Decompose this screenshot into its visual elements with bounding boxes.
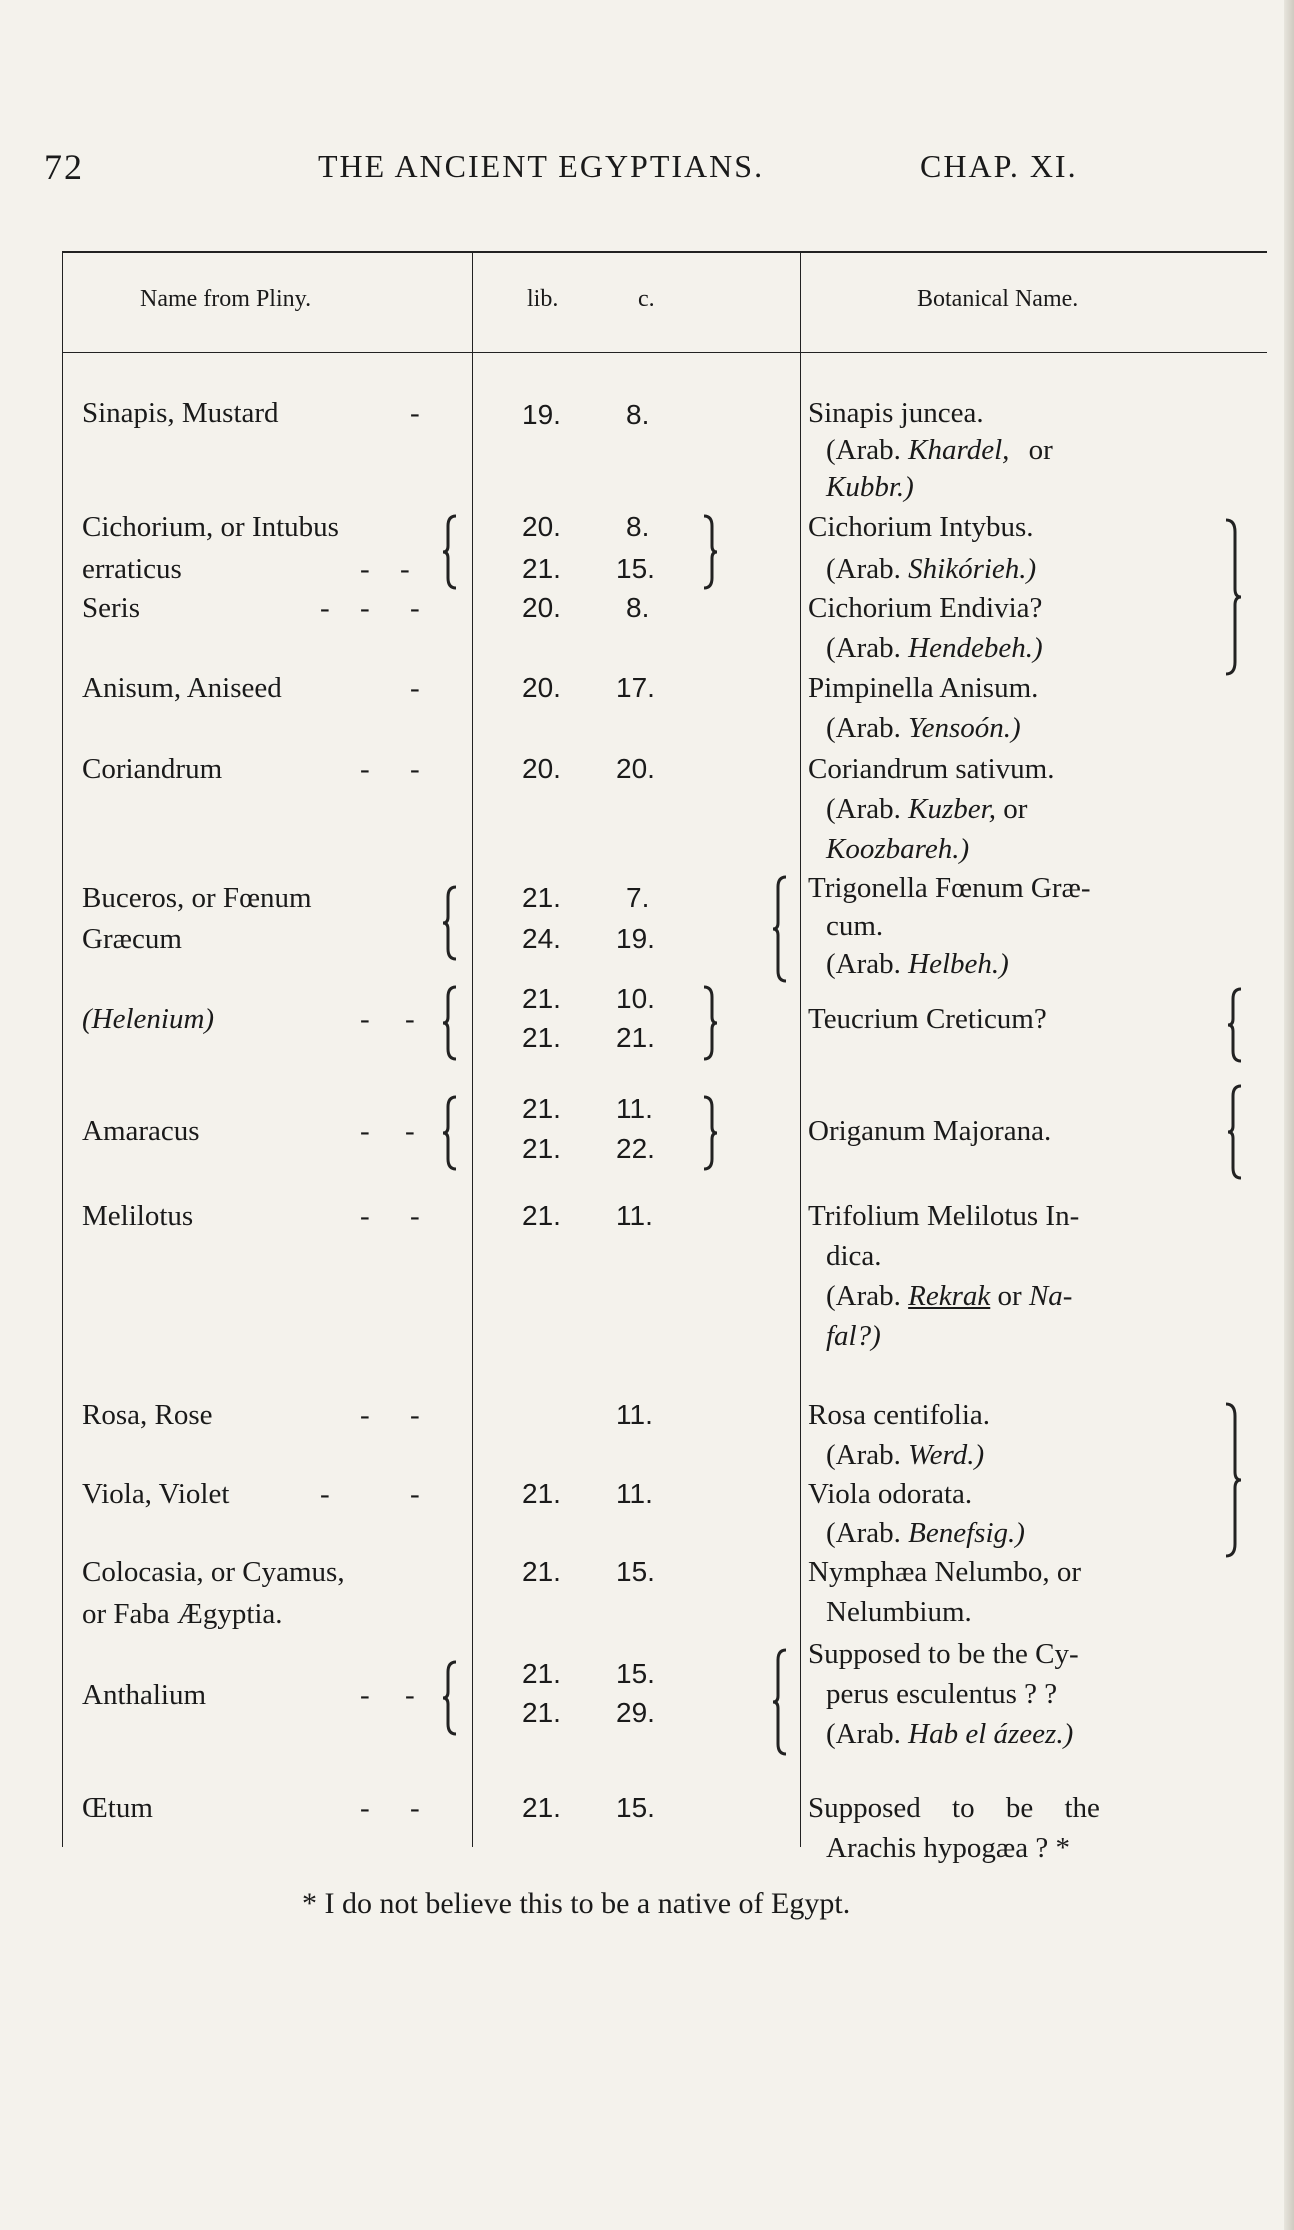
leader-dash: -: [410, 1399, 420, 1431]
pliny-name: Coriandrum: [82, 753, 223, 785]
c-value: 22.: [616, 1133, 655, 1164]
leader-dash: -: [360, 1115, 370, 1147]
arabic-name: fal?): [826, 1320, 881, 1352]
botanical-line: (Arab. Shikórieh.): [826, 553, 1037, 585]
c-value: 21.: [616, 1022, 655, 1053]
botanical-name: Cichorium Endivia?: [808, 592, 1043, 624]
c-value: 11.: [616, 1200, 653, 1231]
arabic-name: Koozbareh.): [826, 833, 970, 865]
column-header-botanical: Botanical Name.: [917, 286, 1079, 312]
pliny-name: Sinapis, Mustard: [82, 397, 279, 429]
c-value: 8.: [626, 399, 650, 430]
leader-dash: -: [360, 1003, 370, 1035]
column-divider: [472, 251, 473, 1847]
pliny-name: or Faba Ægyptia.: [82, 1598, 283, 1630]
botanical-name: Viola odorata.: [808, 1478, 973, 1510]
leader-dash: -: [360, 753, 370, 785]
botanical-name: Arachis hypogæa ? *: [826, 1832, 1071, 1864]
lib-value: 21.: [522, 1697, 561, 1728]
leader-dash: -: [320, 592, 330, 624]
botanical-name: perus esculentus ? ?: [826, 1678, 1058, 1710]
botanical-name: Rosa centifolia.: [808, 1399, 991, 1431]
lib-value: 21.: [522, 1093, 561, 1124]
c-value: 11.: [616, 1093, 653, 1124]
botanical-name: Nelumbium.: [826, 1596, 972, 1628]
lib-value: 24.: [522, 923, 561, 954]
botanical-line: (Arab. Rekrak or Na-: [826, 1280, 1073, 1312]
leader-dash: -: [360, 1399, 370, 1431]
botanical-name: Coriandrum sativum.: [808, 753, 1055, 785]
c-value: 20.: [616, 753, 655, 784]
pliny-name: Seris: [82, 592, 140, 624]
lib-value: 21.: [522, 1556, 561, 1587]
column-header-lib: lib.: [527, 286, 559, 312]
table-left-rule: [62, 251, 63, 1847]
botanical-line: (Arab. Benefsig.): [826, 1517, 1025, 1549]
brace-icon: [440, 512, 460, 592]
leader-dash: -: [405, 1003, 415, 1035]
botanical-name: Trigonella Fœnum Græ-: [808, 872, 1091, 904]
leader-dash: -: [405, 1679, 415, 1711]
leader-dash: -: [410, 592, 420, 624]
brace-icon: [440, 983, 460, 1063]
lib-value: 20.: [522, 511, 561, 542]
botanical-line: (Arab. Kuzber, or: [826, 793, 1028, 825]
lib-value: 21.: [522, 553, 561, 584]
c-value: 10.: [616, 983, 655, 1014]
brace-icon: [700, 512, 720, 592]
botanical-name: Trifolium Melilotus In-: [808, 1200, 1080, 1232]
botanical-name: Sinapis juncea.: [808, 397, 984, 429]
c-value: 29.: [616, 1697, 655, 1728]
leader-dash: -: [360, 592, 370, 624]
brace-icon: [1225, 1082, 1245, 1182]
running-title: THE ANCIENT EGYPTIANS.: [318, 148, 765, 184]
leader-dash: -: [360, 1792, 370, 1824]
leader-dash: -: [360, 553, 370, 585]
pliny-name: Anthalium: [82, 1679, 207, 1711]
lib-value: 20.: [522, 592, 561, 623]
botanical-line: (Arab. Hendebeh.): [826, 632, 1043, 664]
leader-dash: -: [410, 672, 420, 704]
pliny-name: Rosa, Rose: [82, 1399, 213, 1431]
botanical-line: (Arab. Yensoón.): [826, 712, 1021, 744]
lib-value: 21.: [522, 1022, 561, 1053]
table-header-rule: [62, 352, 1267, 353]
brace-icon: [1225, 985, 1245, 1065]
leader-dash: -: [410, 1200, 420, 1232]
pliny-name: Melilotus: [82, 1200, 194, 1232]
pliny-name: Viola, Violet: [82, 1478, 230, 1510]
botanical-name: Supposed to be the: [808, 1792, 1100, 1824]
c-value: 15.: [616, 553, 655, 584]
botanical-line: (Arab. Hab el ázeez.): [826, 1718, 1074, 1750]
botanical-name: Supposed to be the Cy-: [808, 1638, 1079, 1670]
pliny-name: Amaracus: [82, 1115, 200, 1147]
lib-value: 21.: [522, 1200, 561, 1231]
column-header-name: Name from Pliny.: [140, 286, 312, 312]
brace-icon: [700, 1093, 720, 1173]
brace-icon: [1222, 1400, 1244, 1560]
footnote: * I do not believe this to be a native of Egypt.: [302, 1887, 851, 1920]
botanical-name: dica.: [826, 1240, 882, 1272]
botanical-name: Cichorium Intybus.: [808, 511, 1034, 543]
pliny-name: Colocasia, or Cyamus,: [82, 1556, 345, 1588]
botanical-name: Nymphæa Nelumbo, or: [808, 1556, 1082, 1588]
page-edge-shadow: [1284, 0, 1294, 2230]
botanical-name: Origanum Majorana.: [808, 1115, 1052, 1147]
leader-dash: -: [360, 1679, 370, 1711]
c-value: 15.: [616, 1658, 655, 1689]
pliny-name: Buceros, or Fœnum: [82, 882, 312, 914]
lib-value: 21.: [522, 1478, 561, 1509]
leader-dash: -: [410, 1478, 420, 1510]
botanical-name: Teucrium Creticum?: [808, 1003, 1047, 1035]
c-value: 15.: [616, 1556, 655, 1587]
lib-value: 21.: [522, 882, 561, 913]
page-number: 72: [44, 147, 84, 187]
brace-icon: [440, 1093, 460, 1173]
brace-icon: [440, 1658, 460, 1738]
lib-value: 21.: [522, 1658, 561, 1689]
lib-value: 20.: [522, 672, 561, 703]
c-value: 8.: [626, 511, 650, 542]
pliny-name: Anisum, Aniseed: [82, 672, 282, 704]
leader-dash: -: [410, 753, 420, 785]
column-header-c: c.: [638, 286, 655, 312]
botanical-line: (Arab. Khardel, or: [826, 434, 1053, 466]
lib-value: 20.: [522, 753, 561, 784]
lib-value: 21.: [522, 1792, 561, 1823]
leader-dash: -: [400, 553, 410, 585]
botanical-line: (Arab. Werd.): [826, 1439, 985, 1471]
brace-icon: [700, 983, 720, 1063]
column-divider: [800, 251, 801, 1847]
leader-dash: -: [405, 1115, 415, 1147]
brace-icon: [770, 873, 790, 985]
leader-dash: -: [410, 1792, 420, 1824]
c-value: 7.: [626, 882, 650, 913]
table-top-rule: [62, 251, 1267, 253]
botanical-line: (Arab. Helbeh.): [826, 948, 1009, 980]
pliny-name: Œtum: [82, 1792, 153, 1824]
brace-icon: [1222, 516, 1244, 678]
lib-value: 21.: [522, 1133, 561, 1164]
pliny-name: erraticus: [82, 553, 182, 585]
chapter-label: CHAP. XI.: [920, 148, 1078, 184]
botanical-name: cum.: [826, 910, 884, 942]
lib-value: 19.: [522, 399, 561, 430]
c-value: 15.: [616, 1792, 655, 1823]
c-value: 8.: [626, 592, 650, 623]
brace-icon: [440, 883, 460, 963]
leader-dash: -: [360, 1200, 370, 1232]
leader-dash: -: [410, 397, 420, 429]
c-value: 11.: [616, 1478, 653, 1509]
c-value: 17.: [616, 672, 655, 703]
botanical-name: Pimpinella Anisum.: [808, 672, 1039, 704]
pliny-name: (Helenium): [82, 1003, 215, 1035]
leader-dash: -: [320, 1478, 330, 1510]
lib-value: 21.: [522, 983, 561, 1014]
c-value: 19.: [616, 923, 655, 954]
pliny-name: Græcum: [82, 923, 182, 955]
pliny-name: Cichorium, or Intubus: [82, 511, 339, 543]
c-value: 11.: [616, 1399, 653, 1430]
arabic-name: Kubbr.): [826, 471, 914, 503]
brace-icon: [770, 1646, 790, 1758]
